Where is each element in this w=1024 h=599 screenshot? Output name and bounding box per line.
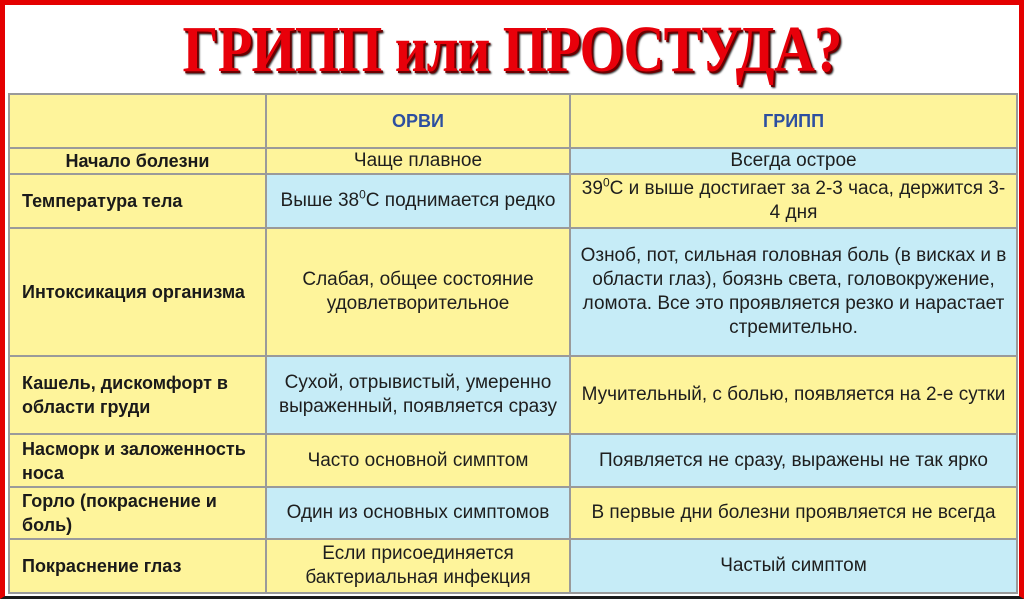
- cell-orvi-eye-redness: Если присоединяется бактериальная инфекция: [266, 539, 570, 593]
- cell-flu-temperature: [570, 174, 1017, 228]
- header-corner-cell: [9, 94, 266, 148]
- row-label-cough: Кашель, дискомфорт в области груди: [9, 356, 266, 434]
- row-label-intoxication: Интоксикация организма: [9, 228, 266, 356]
- cell-flu-cough: Мучительный, с болью, появляется на 2-е сутки: [570, 356, 1017, 434]
- cell-orvi-intoxication: Слабая, общее состояние удовлетворительное: [266, 228, 570, 356]
- row-label-throat: Горло (покраснение и боль): [9, 487, 266, 539]
- comparison-table: [8, 93, 1018, 594]
- cell-flu-throat: В первые дни болезни проявляется не всегда: [570, 487, 1017, 539]
- table-row: [9, 148, 1017, 174]
- row-label-onset: Начало болезни: [9, 148, 266, 174]
- flu-temp-degree: 0: [602, 175, 610, 190]
- table-row: [9, 539, 1017, 593]
- orvi-temp-post: C поднимается редко: [365, 190, 556, 211]
- cell-flu-onset: Всегда острое: [570, 148, 1017, 174]
- cell-flu-eye-redness: Частый симптом: [570, 539, 1017, 593]
- cell-orvi-runny-nose: Часто основной симптом: [266, 434, 570, 487]
- page-title: ГРИПП или ПРОСТУДА?: [182, 13, 842, 86]
- table-row: [9, 228, 1017, 356]
- orvi-temp-pre: Выше 38: [280, 190, 360, 211]
- row-label-eye-redness: Покраснение глаз: [9, 539, 266, 593]
- cell-flu-runny-nose: Появляется не сразу, выражены не так ярко: [570, 434, 1017, 487]
- table-row: [9, 434, 1017, 487]
- orvi-temp-degree: 0: [359, 187, 366, 202]
- flu-temp-pre: 39: [581, 178, 603, 199]
- flu-temp-post: C и выше достигает за 2-3 часа, держится 3-4 дня: [609, 178, 1006, 223]
- row-label-runny-nose: Насморк и заложенность носа: [9, 434, 266, 487]
- header-orvi: ОРВИ: [266, 94, 570, 148]
- header-flu: ГРИПП: [570, 94, 1017, 148]
- table-header-row: [9, 94, 1017, 148]
- table-row: [9, 174, 1017, 228]
- cell-orvi-onset: Чаще плавное: [266, 148, 570, 174]
- cell-flu-intoxication: Озноб, пот, сильная головная боль (в висках и в области глаз), боязнь света, головокружение, ломота. Все это проявляется резко и нарастает стремительно.: [570, 228, 1017, 356]
- table-row: [9, 356, 1017, 434]
- cell-orvi-throat: Один из основных симптомов: [266, 487, 570, 539]
- table-row: [9, 487, 1017, 539]
- cell-orvi-cough: Сухой, отрывистый, умеренно выраженный, появляется сразу: [266, 356, 570, 434]
- cell-orvi-temperature: [266, 174, 570, 228]
- row-label-temperature: Температура тела: [9, 174, 266, 228]
